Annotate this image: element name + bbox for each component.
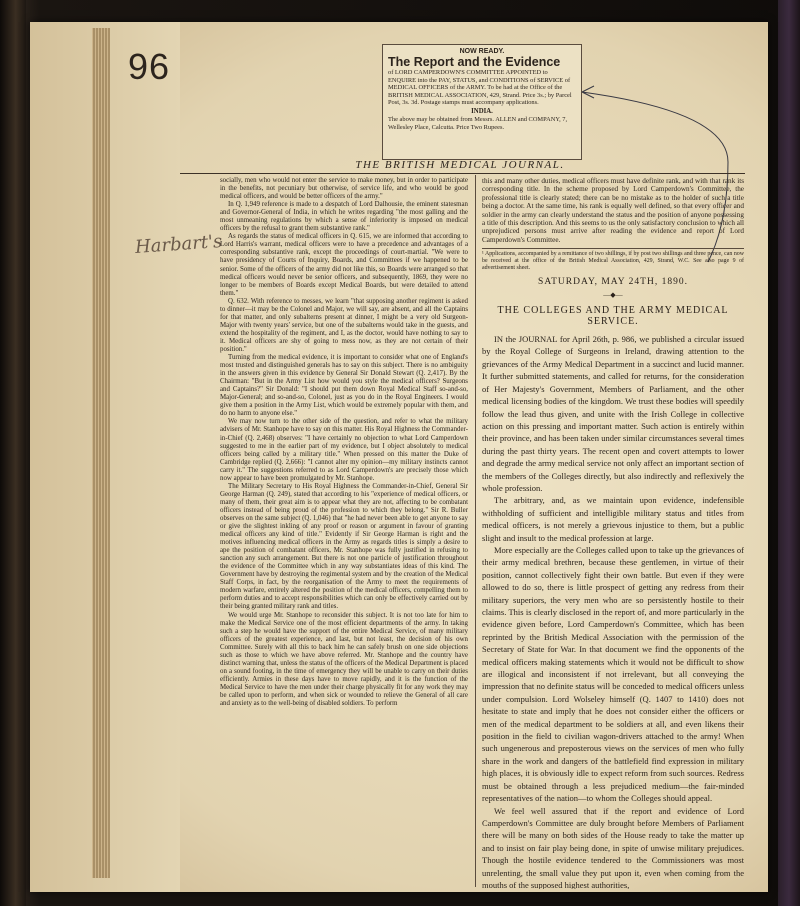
article-paragraph: The arbitrary, and, as we maintain upon evidence, indefensible withholding of sufficient and intelligible military status and titles from medical officers, is not merely a grievous injustice to them, but a public slight and insult to the medical profession at large.: [482, 495, 744, 543]
right-top-paragraph: this and many other duties, medical officers must have definite rank, and with that rank its corresponding title. In the scheme proposed by Lord Camperdown's Committee, the professional title is clearly stated; there can be no mistake as to the holder of such a title being a doctor. At the same time, his rank is equally well defined, so that every officer and soldier in the army can clearly understand the status and the position of anyone possessing a title of this description. And this seems to us the only satisfactory conclusion to which all unprejudiced persons must arrive after reading the evidence and report of Lord Camperdown's Committee.: [482, 177, 744, 244]
ornament-divider: —◆—: [603, 290, 623, 299]
left-paragraph: In Q. 1,949 reference is made to a despatch of Lord Dalhousie, the eminent statesman and Governor-General of India, in which he writes regarding "the most galling and the most unmeaning regulations by which a sense of inferiority is imposed on medical officers by the refusal to grant them substantive rank.": [220, 201, 468, 233]
left-column: [220, 177, 468, 889]
article-paragraph: IN the JOURNAL for April 26th, p. 986, we published a circular issued by the Royal College of Surgeons in Ireland, drawing attention to the grievances of the Army Medical Department in a succinct and lucid manner. It further submitted statements, and called for returns, for the consideration of Her Majesty's Government, Members of Parliament, and the other medical licensing bodies of the kingdom. We trust these bodies will speedily follow the lead thus given, and unite with the Irish College in collective action on this pressing and important matter. Such action is entirely within their province, and has been taken under similar circumstances several times during the past thirty years. The recent open and covert attempts to lower and degrade the army medical service not only affect an important section of the members of the Colleges directly, but also indirectly and reflexively the whole profession.: [482, 334, 744, 493]
advertisement-box: [382, 44, 582, 160]
margin-handwritten-note: Harbart's: [134, 230, 223, 259]
article-paragraph: More especially are the Colleges called upon to take up the grievances of their army medical brethren, because these gentlemen, in virtue of their position, cannot collectively fight their own battle. But even if they were allowed to do so, there is little prospect of getting any redress from their military superiors, the very men who are so persistently hostile to their claims. This is clearly disclosed in the report of, and more particularly in the evidence given before, Lord Camperdown's Committee, which has been reprinted by the British Medical Association with the permission of the Secretary of State for War. In that document we find the opponents of the medical officers making statements which it would not be difficult to show are illogical and inconsistent if not irrelevant, but all conveying the impression that no definite status will be conceded to medical officers unless under compulsion. Lord Wolseley himself (Q. 1407 to 1410) does not hesitate to state and imply that he does not consider either the officers or men of the medical department to be soldiers at all, and even likens their position in the field to civilian wagon-drivers attached to the army! When such ungenerous and preposterous views on the services of men who fully share in the work and dangers of the battlefield find expression in military high places, it is obviously idle to expect reform from such sources. Redress must be obtained through a less prejudiced medium—the fair-minded representatives of the nation—to whom the Colleges should appeal.: [482, 544, 744, 804]
article-title: THE COLLEGES AND THE ARMY MEDICAL SERVICE.: [497, 305, 729, 328]
binder-edge-right: [778, 0, 800, 906]
ad-now-ready: NOW READY.: [459, 48, 505, 55]
issue-date: SATURDAY, MAY 24TH, 1890.: [538, 277, 688, 288]
page-number: 96: [128, 46, 171, 87]
column-divider: [475, 175, 476, 887]
left-paragraph: The Military Secretary to His Royal Highness the Commander-in-Chief, General Sir George Harman (Q. 249), stated that according to his "experience of medical officers, or many of them, their great aim is to appear what they are not, affecting to be combatant officers instead of being proud of the profession to which they belong." Sir R. Buller observes on the same subject (Q. 1,046) that "he had never been able to get anyone to say or give the slightest inkling of any proof or reason or argument in favour of granting medical officers any kind of title." Evidently if Sir George Harman is right and the motives influencing medical officers in the Army as regards titles is simply a desire to ape the position of combatant officers, Mr. Stanhope was fully justified in refusing to sanction any such arrangement. But there is not one particle of justification throughout the evidence of the Committee which in any way substantiates ideas of this kind. The Government have by destroying the regimental system and by the creation of the Medical Staff Corps, in fact, by the reorganisation of the Army to meet the requirements of modern warfare, entirely altered the position of the medical officers, compelling them to perform duties and to accept responsibilities which can only be effectively carried out by their being granted military rank and titles.: [220, 482, 468, 611]
left-paragraph: We would urge Mr. Stanhope to reconsider this subject. It is not too late for him to make the Medical Service one of the most efficient departments of the army. In taking such a step he would have the support of the entire Medical Service, of many military officers of the greatest experience, and last, but not least, the decision of his own Committee. Surely with all this to back him he can safely brush on one side objections such as those to which we have above referred. Mr. Stanhope and the country have distinct warning that, unless the status of the officers of the Medical Department is placed on a sound footing, in the time of emergency they will be unable to carry on their duties efficiently. Armies in these days have to move rapidly, and it is the function of the Medical Service to have the men under their charge physically fit for any work they may be called upon to perform, and when sick or wounded to relieve the General of all care and anxiety as to the well-being of disabled soldiers. To perform: [220, 611, 468, 708]
journal-running-header: THE BRITISH MEDICAL JOURNAL.: [355, 159, 565, 171]
article-body: [482, 333, 744, 889]
ad-india-heading: INDIA.: [471, 107, 493, 115]
right-column: [482, 177, 744, 889]
ad-subtitle: of LORD CAMPERDOWN'S COMMITTEE APPOINTED to ENQUIRE into the PAY, STATUS, and CONDITIONS of SERVICE of MEDICAL OFFICERS of the ARMY. To be had at the Office of the BRITISH MEDICAL ASSOCIATION, 429, Strand. Price 3s.; by Parcel Post, 3s. 3d. Postage stamps must accompany applications.: [388, 69, 572, 107]
left-paragraph: As regards the status of medical officers in Q. 615, we are informed that according to Lord Harris's warrant, medical officers were to have a precedence and advantages of a corresponding substantive rank, except the proceedings of court-martial. "We were to have presidency of Courts of Inquiry, Boards, and Committees if we happened to be senior. Some of the officers of the army did not like this, so Boards were arranged so that medical officers would never be senior officers, and subsequently, 1869, they were no longer to be members of Boards except Medical Boards, but were detailed to attend them.": [220, 233, 468, 297]
ad-title: The Report and the Evidence: [388, 55, 561, 69]
left-paragraph: We may now turn to the other side of the question, and refer to what the military advisers of Mr. Stanhope have to say on this matter. His Royal Highness the Commander-in-Chief (Q. 2,468) observes: "I have certainly no objection to what Lord Camperdown suggested to me in the earlier part of my evidence, but I object absolutely to medical officers being called by a military title." When pressed on this matter the Duke of Cambridge replied (Q. 2,666): "I cannot alter my opinion—my military instincts cannot carry it." The suggestions referred to as Lord Camperdown's are precisely those which now appear to have been promulgated by Mr. Stanhope.: [220, 418, 468, 482]
left-paragraph: Q. 632. With reference to messes, we learn "that supposing another regiment is asked to dinner—it may be the Colonel and Major, we will say, are absent, and all the Captains for that matter, and only subalterns present at dinner, I might be a very old Surgeon-Major with twenty years' service, but one of the subalterns would take in the guests, and extend the hospitality of the regiment, and I, as the doctor, would have nothing to say to it. Medical officers are shy of going to mess now, as they are not certain of their position.": [220, 297, 468, 353]
header-rule: [180, 173, 745, 174]
ad-india-text: The above may be obtained from Messrs. ALLEN and COMPANY, 7, Wellesley Place, Calcutta. Price Two Rupees.: [388, 115, 568, 131]
footnote: ¹ Applications, accompanied by a remittance of two shillings, if by post two shillings and three pence, can now be received at the office of the British Medical Association, 429, Strand, W.C. See also page 9 of advertisement sheet.: [482, 248, 744, 272]
left-paragraph: socially, men who would not enter the service to make money, but in order to participate in the benefits, not pecuniary but otherwise, of service life, and who would be good medical officers, and would be better officers of the army.": [220, 177, 468, 201]
binder-spine-left: [0, 0, 26, 906]
page-stack-edge: [92, 28, 110, 878]
left-paragraph: Turning from the medical evidence, it is important to consider what one of England's most trusted and distinguished generals has to say on this subject. There is no ambiguity in the answers given in this evidence by General Sir Donald Stewart (Q. 2,417). By the Chairman: "But in the Army List how would you style the medical officers? Surgeons and Captains?" Sir Donald: "I should put them down Royal Medical Staff so-and-so, Major-General; and so-and-so, Colonel, just as you do in the Royal Engineers. I would give them a position in the Army List, which would be extremely popular with them, and do no harm to anyone else.": [220, 354, 468, 418]
journal-page: [30, 22, 768, 892]
article-paragraph: We feel well assured that if the report and evidence of Lord Camperdown's Committee are duly brought before Members of Parliament there will be many on both sides of the House ready to take the matter up and to insist on fair play being done, in spite of unwise military prejudices. Though the hostile evidence tendered to the Commissioners was most unrelenting, the small value they put upon it, even when coming from the mouths of the supposed highest authorities,: [482, 805, 744, 889]
